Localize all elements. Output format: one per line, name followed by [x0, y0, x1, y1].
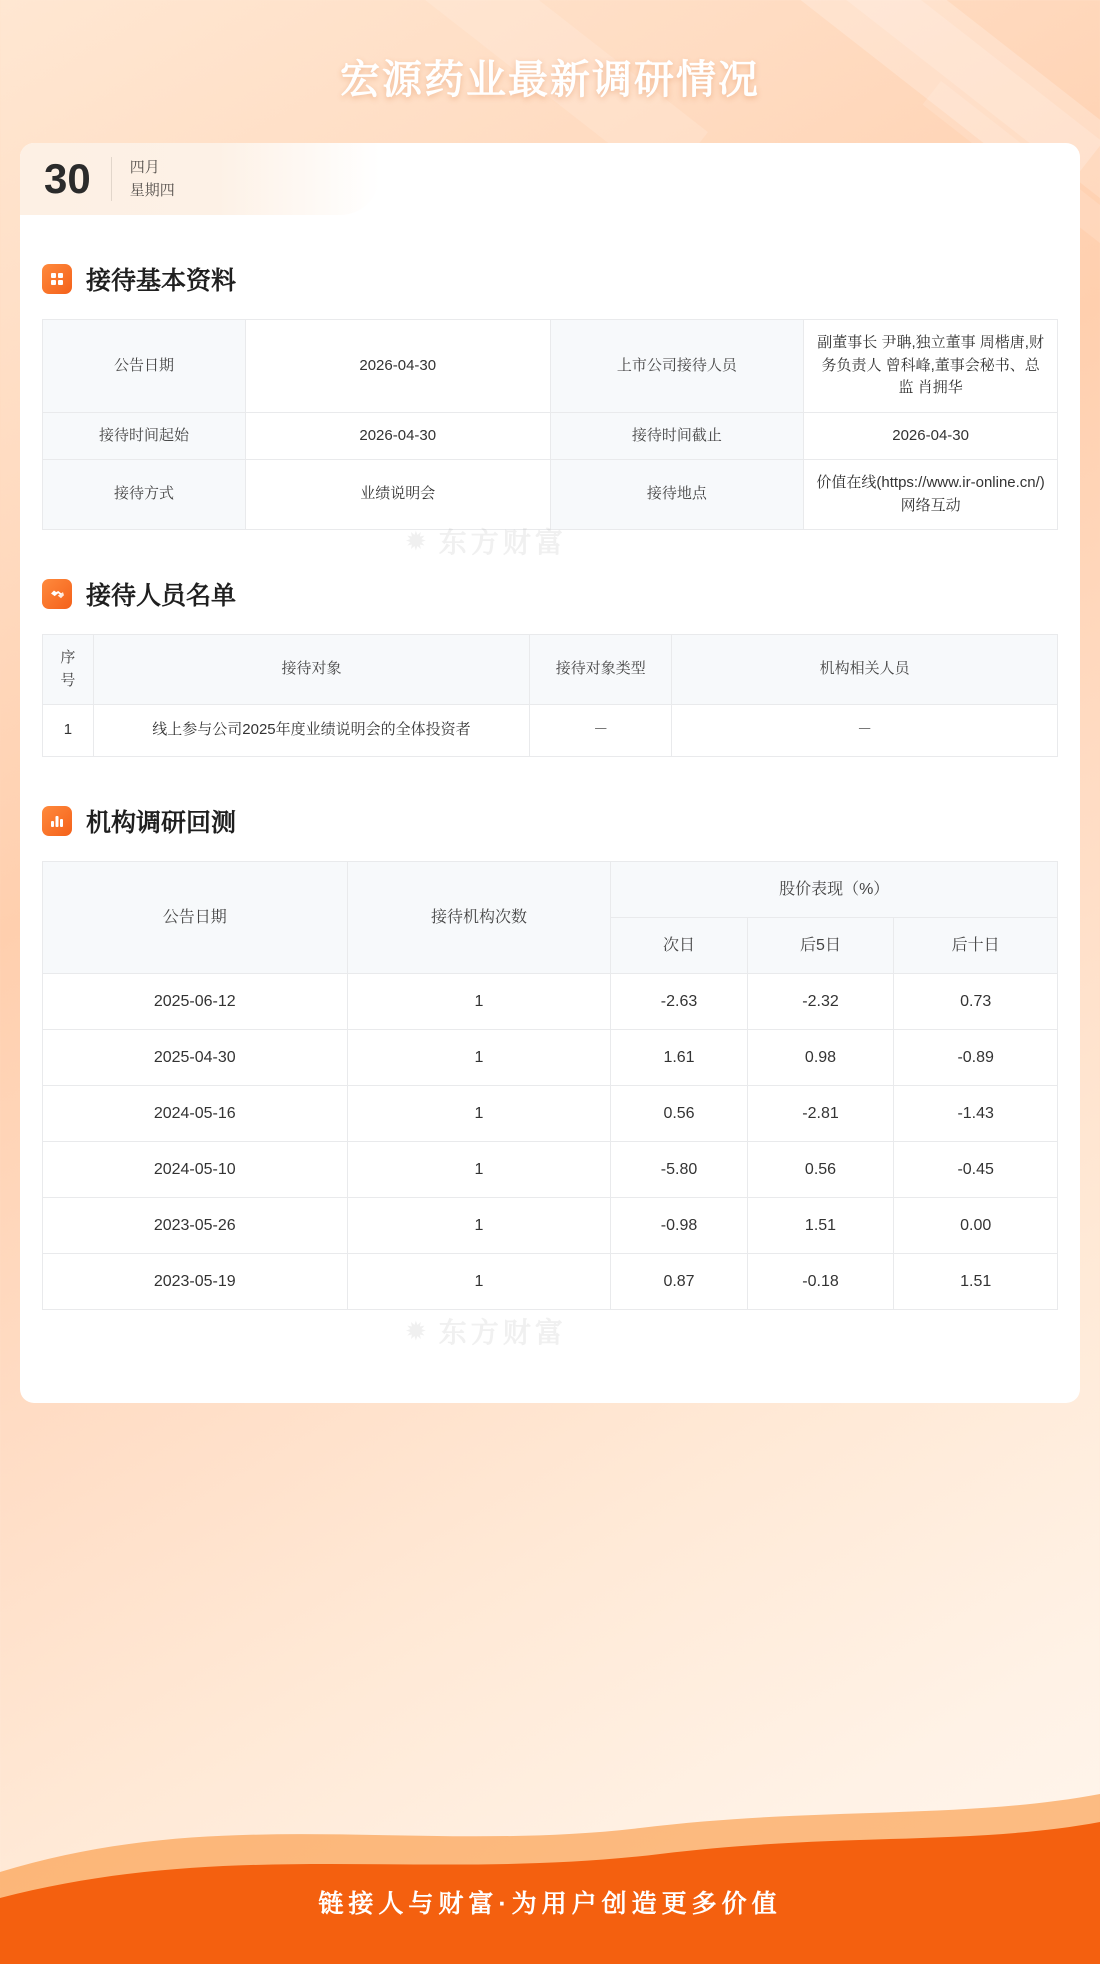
cell-label: 接待地点 [550, 460, 804, 530]
cell-count: 1 [347, 1254, 611, 1310]
cell-count: 1 [347, 1030, 611, 1086]
date-weekday: 星期四 [129, 182, 175, 199]
grid-icon [42, 264, 72, 294]
cell-date: 2025-04-30 [43, 1030, 348, 1086]
cell-value: 2026-04-30 [246, 320, 551, 413]
cell-label: 上市公司接待人员 [550, 320, 804, 413]
cell-label: 公告日期 [43, 320, 246, 413]
cell-d5: -0.18 [747, 1254, 894, 1310]
cell-d10: -1.43 [894, 1086, 1058, 1142]
watermark [405, 1311, 567, 1351]
section-title: 机构调研回测 [86, 809, 237, 837]
cell-d5: 1.51 [747, 1198, 894, 1254]
watermark-text: 东方财富 [438, 527, 567, 558]
section-basic-info [20, 261, 1080, 530]
cell-d1: -5.80 [611, 1142, 747, 1198]
cell-index: 1 [43, 705, 94, 757]
column-header: 接待对象 [93, 635, 529, 705]
cell-d1: -2.63 [611, 974, 747, 1030]
cell-d1: -0.98 [611, 1198, 747, 1254]
date-month-weekday [112, 156, 175, 203]
cell-value: 2026-04-30 [246, 412, 551, 460]
cell-d10: 1.51 [894, 1254, 1058, 1310]
column-header-d10: 后十日 [894, 918, 1058, 974]
section-header [42, 803, 1058, 839]
section-title: 接待人员名单 [86, 582, 237, 610]
handshake-icon [42, 579, 72, 609]
watermark-text: 东方财富 [438, 1317, 567, 1348]
date-day: 30 [44, 155, 91, 202]
cell-d5: 0.56 [747, 1142, 894, 1198]
column-header-performance: 股价表现（%） [611, 862, 1058, 918]
cell-d10: 0.00 [894, 1198, 1058, 1254]
people-table [42, 634, 1058, 757]
cell-label: 接待时间截止 [550, 412, 804, 460]
table-row [43, 460, 1058, 530]
cell-count: 1 [347, 1142, 611, 1198]
column-header-d5: 后5日 [747, 918, 894, 974]
cell-count: 1 [347, 974, 611, 1030]
cell-target: 线上参与公司2025年度业绩说明会的全体投资者 [93, 705, 529, 757]
cell-value: 副董事长 尹聃,独立董事 周楷唐,财务负责人 曾科峰,董事会秘书、总监 肖拥华 [804, 320, 1058, 413]
backtest-table [42, 861, 1058, 1310]
footer-wave [0, 1794, 1100, 1964]
column-header-count: 接待机构次数 [347, 862, 611, 974]
date-month: 四月 [129, 158, 160, 176]
bar-chart-icon [42, 806, 72, 836]
cell-date: 2023-05-19 [43, 1254, 348, 1310]
column-header-d1: 次日 [611, 918, 747, 974]
watermark-logo-icon: ✹ [405, 1315, 431, 1346]
column-header: 机构相关人员 [672, 635, 1058, 705]
cell-date: 2023-05-26 [43, 1198, 348, 1254]
table-row [43, 1030, 1058, 1086]
table-row [43, 1086, 1058, 1142]
cell-d1: 1.61 [611, 1030, 747, 1086]
cell-d5: -2.32 [747, 974, 894, 1030]
cell-d5: -2.81 [747, 1086, 894, 1142]
cell-label: 接待时间起始 [43, 412, 246, 460]
cell-d10: 0.73 [894, 974, 1058, 1030]
content-card [20, 143, 1080, 1403]
cell-d5: 0.98 [747, 1030, 894, 1086]
section-people-list [20, 576, 1080, 757]
cell-type: － [530, 705, 672, 757]
footer-slogan: 链接人与财富·为用户创造更多价值 [318, 1890, 782, 1918]
table-row [43, 1198, 1058, 1254]
table-header-row [43, 635, 1058, 705]
table-header-row [43, 862, 1058, 918]
table-row [43, 974, 1058, 1030]
date-badge [20, 143, 380, 215]
cell-value: 业绩说明会 [246, 460, 551, 530]
table-row [43, 1254, 1058, 1310]
cell-date: 2024-05-10 [43, 1142, 348, 1198]
table-row [43, 412, 1058, 460]
section-title: 接待基本资料 [86, 267, 237, 295]
column-header-date: 公告日期 [43, 862, 348, 974]
cell-d10: -0.45 [894, 1142, 1058, 1198]
basic-info-table [42, 319, 1058, 530]
cell-staff: － [672, 705, 1058, 757]
column-header: 序号 [43, 635, 94, 705]
section-header [42, 576, 1058, 612]
cell-d1: 0.87 [611, 1254, 747, 1310]
watermark-logo-icon: ✹ [405, 525, 431, 556]
table-row [43, 320, 1058, 413]
cell-count: 1 [347, 1086, 611, 1142]
table-row [43, 1142, 1058, 1198]
cell-label: 接待方式 [43, 460, 246, 530]
cell-d1: 0.56 [611, 1086, 747, 1142]
cell-count: 1 [347, 1198, 611, 1254]
cell-date: 2024-05-16 [43, 1086, 348, 1142]
cell-d10: -0.89 [894, 1030, 1058, 1086]
cell-date: 2025-06-12 [43, 974, 348, 1030]
section-backtest [20, 803, 1080, 1310]
section-header [42, 261, 1058, 297]
page-title: 宏源药业最新调研情况 [340, 58, 760, 102]
cell-value: 价值在线(https://www.ir-online.cn/)网络互动 [804, 460, 1058, 530]
column-header: 接待对象类型 [530, 635, 672, 705]
table-row [43, 705, 1058, 757]
cell-value: 2026-04-30 [804, 412, 1058, 460]
